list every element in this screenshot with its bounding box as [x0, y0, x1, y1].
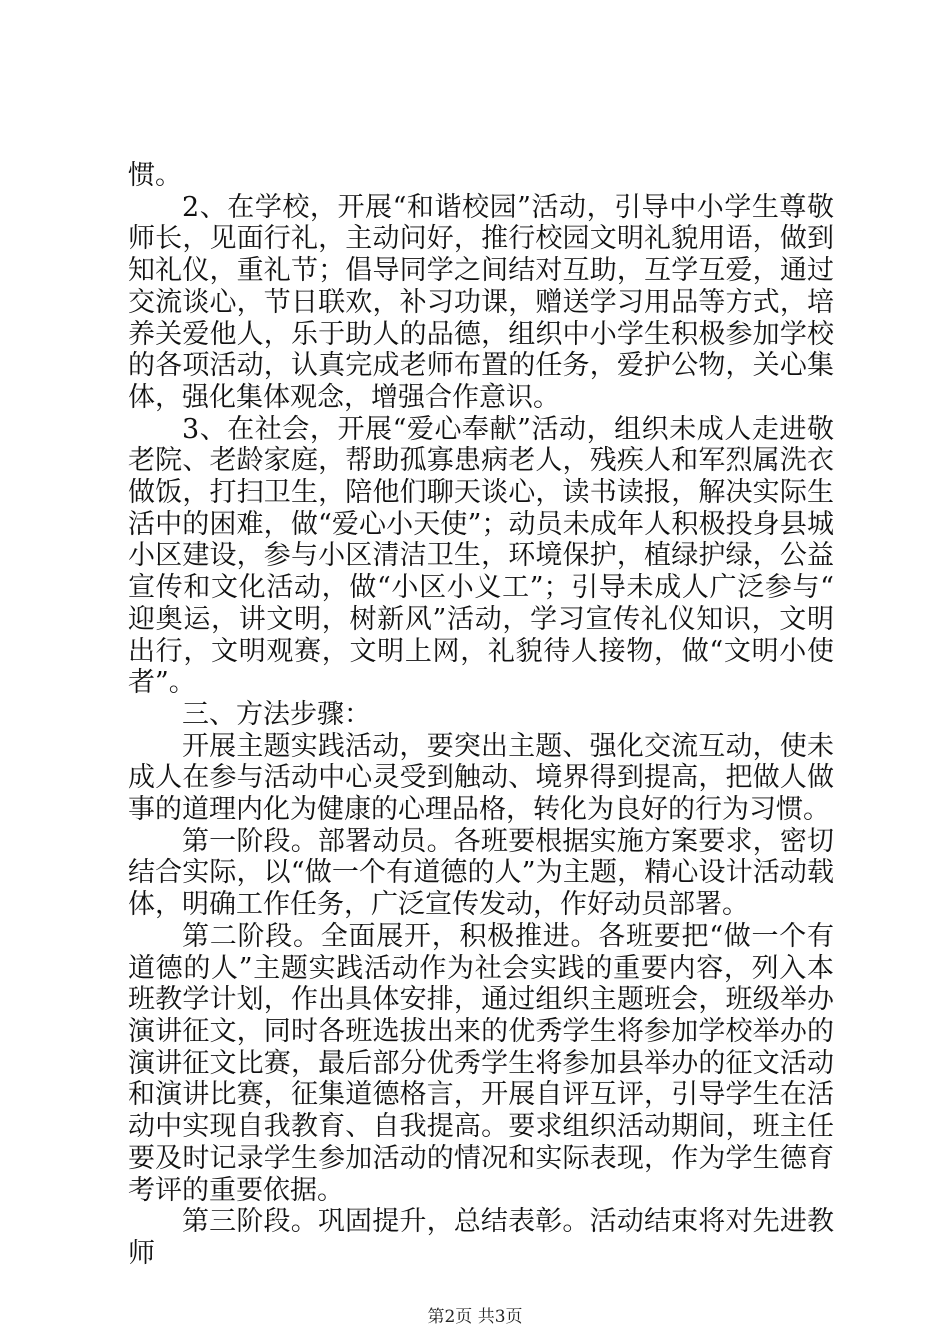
page-number-footer: 第2页 共3页: [427, 1307, 523, 1327]
paragraph-stage-two: 第二阶段。全面展开，积极推进。各班要把“做一个有道德的人”主题实践活动作为社会实践的重要内容，列入本班教学计划，作出具体安排，通过组织主题班会，班级举办演讲征文，同时各班选拔出来的优秀学生将参加学校举办的演讲征文比赛，最后部分优秀学生将参加县举办的征文活动和演讲比赛，征集道德格言，开展自评互评，引导学生在活动中实现自我教育、自我提高。要求组织活动期间，班主任要及时记录学生参加活动的情况和实际表现，作为学生德育考评的重要依据。: [128, 920, 834, 1206]
paragraph-society-activity: 3、在社会，开展“爱心奉献”活动，组织未成人走进敬老院、老龄家庭，帮助孤寡患病老人，残疾人和军烈属洗衣做饭，打扫卫生，陪他们聊天谈心，读书读报，解决实际生活中的困难，做“爱心小天使”；动员未成年人积极投身县城小区建设，参与小区清洁卫生，环境保护，植绿护绿，公益宣传和文化活动，做“小区小义工”；引导未成人广泛参与“迎奥运，讲文明，树新风”活动，学习宣传礼仪知识，文明出行，文明观赛，文明上网，礼貌待人接物，做“文明小使者”。: [128, 413, 834, 699]
paragraph-school-activity: 2、在学校，开展“和谐校园”活动，引导中小学生尊敬师长，见面行礼，主动问好，推行校园文明礼貌用语，做到知礼仪，重礼节；倡导同学之间结对互助，互学互爱，通过交流谈心，节日联欢，补习功课，赠送学习用品等方式，培养关爱他人，乐于助人的品德，组织中小学生积极参加学校的各项活动，认真完成老师布置的任务，爱护公物，关心集体，强化集体观念，增强合作意识。: [128, 191, 834, 413]
document-body: [128, 160, 834, 1270]
section-heading-method-steps: 三、方法步骤：: [182, 698, 371, 730]
paragraph-stage-one: 第一阶段。部署动员。各班要根据实施方案要求，密切结合实际，以“做一个有道德的人”为主题，精心设计活动载体，明确工作任务，广泛宣传发动，作好动员部署。: [128, 825, 834, 921]
paragraph-method-intro: 开展主题实践活动，要突出主题、强化交流互动，使未成人在参与活动中心灵受到触动、境界得到提高，把做人做事的道理内化为健康的心理品格，转化为良好的行为习惯。: [128, 730, 834, 826]
paragraph-stage-three: 第三阶段。巩固提升，总结表彰。活动结束将对先进教师: [128, 1206, 834, 1269]
paragraph-continuation: 惯。: [128, 160, 182, 191]
